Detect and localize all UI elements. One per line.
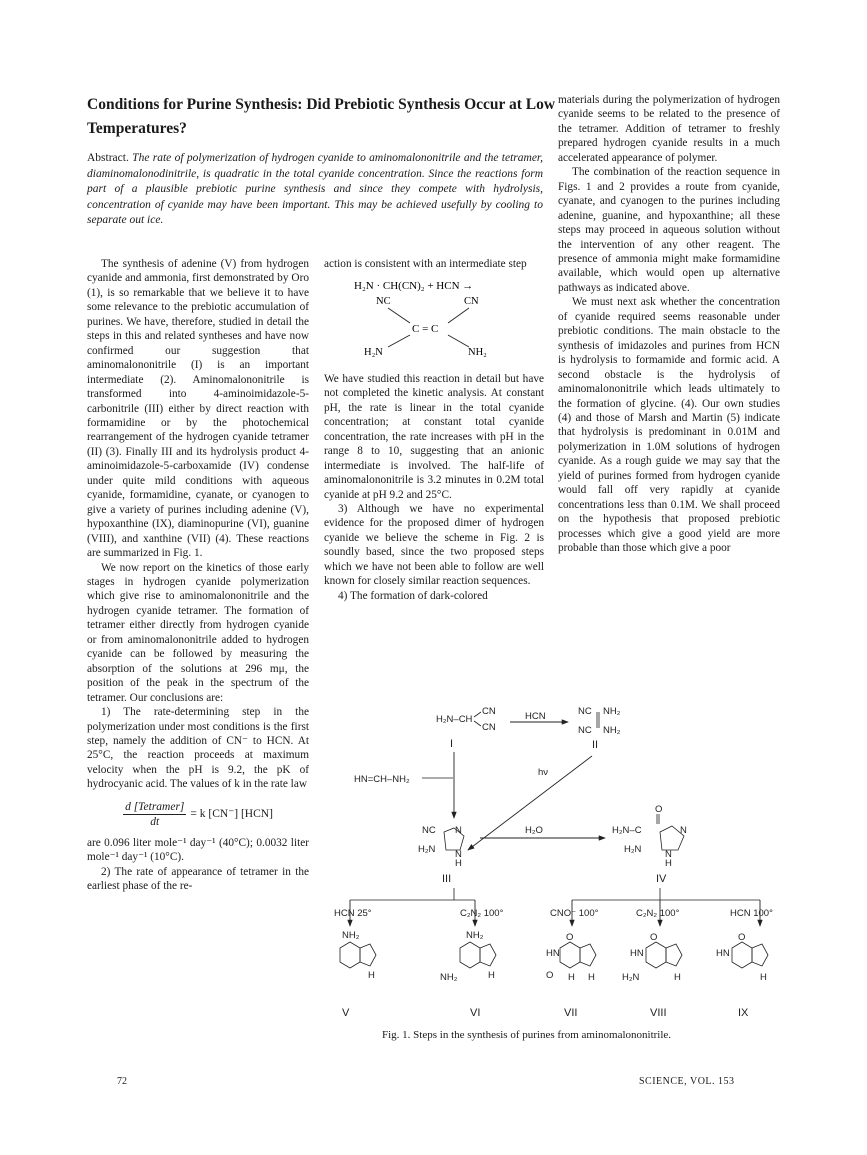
h2o-reagent: H₂O bbox=[525, 825, 543, 836]
ring-n-label: N bbox=[680, 825, 687, 836]
bond-line bbox=[388, 308, 410, 323]
paragraph: 3) Although we have no experimental evidence for the proposed dimer of hydrogen cyanide we believe the scheme in Fig. 2 is soundly based, since the two proposed steps which we have not been able to follow are well known for closely similar reaction sequences. bbox=[324, 502, 544, 588]
label-i: I bbox=[450, 738, 454, 750]
formamidine-reagent: HN=CH–NH₂ bbox=[354, 774, 410, 785]
amine-label: H₂N bbox=[364, 347, 383, 358]
bond-line bbox=[448, 335, 469, 347]
amine-label: H₂N bbox=[624, 844, 642, 855]
ring-n-label: N bbox=[455, 849, 462, 860]
bond-line bbox=[474, 712, 481, 717]
carbonyl-o-label: O bbox=[738, 932, 746, 943]
carbonyl-o-label: O bbox=[650, 932, 658, 943]
reagent-ix: HCN 100° bbox=[730, 908, 773, 919]
amide-label: H₂N–C bbox=[612, 825, 642, 836]
bond-line bbox=[474, 721, 481, 726]
reagent-viii: C₂N₂ 100° bbox=[636, 908, 680, 919]
cn-label: CN bbox=[482, 706, 496, 717]
paragraph: materials during the polymerization of hydrogen cyanide seems to be related to the presence of the tetramer. Addition of tetramer to freshly prepared hydrogen cyanide results in a much accelerated appearance of polymer. bbox=[558, 94, 780, 164]
abstract-text: The rate of polymerization of hydrogen cyanide to aminomalononitrile and the tetramer, diaminomalonodinitrile, is quadratic in the total cyanide concentration. Since the reactions form part of a plausible prebiotic purine synthesis and since they compete with hydrolysis, concentration of cyanide may have been important. This may be achieved usefully by cooling to separate out ice. bbox=[87, 152, 543, 227]
cn-label: CN bbox=[482, 722, 496, 733]
carbonyl-o-label: O bbox=[546, 970, 554, 981]
nh2-label: NH₂ bbox=[440, 972, 458, 983]
paragraph: are 0.096 liter mole⁻¹ day⁻¹ (40°C); 0.0032 liter mole⁻¹ day⁻¹ (10°C). bbox=[87, 836, 309, 864]
rate-numerator: d [Tetramer] bbox=[123, 800, 186, 815]
ring-h-label: H bbox=[674, 972, 681, 983]
journal-footer: SCIENCE, VOL. 153 bbox=[639, 1076, 735, 1087]
pyrimidine-ring bbox=[732, 942, 752, 968]
rate-law-equation bbox=[87, 800, 309, 830]
hcn-reagent: HCN bbox=[525, 711, 546, 722]
equation-line: H₂N · CH(CN)₂ + HCN → bbox=[354, 280, 474, 293]
bond-line bbox=[448, 308, 469, 323]
nh2-label: NH₂ bbox=[466, 930, 484, 941]
ring-h-label: H bbox=[665, 858, 672, 869]
hn-label: HN bbox=[630, 948, 644, 959]
rate-fraction bbox=[123, 800, 186, 830]
hv-label: hν bbox=[538, 767, 549, 778]
ring-h-label: H bbox=[568, 972, 575, 983]
pyrimidine-ring bbox=[340, 942, 360, 968]
paragraph: We now report on the kinetics of those early stages in hydrogen cyanide polymerization which give rise to aminomalononitrile and the hydrogen cyanide tetramer. The formation of tetramer either directly from hydrogen cyanide or from aminomalononitrile added to hydrogen cyanide can be followed by measuring the absorption of the solutions at 296 mμ, the position of the peak in the spectrum of the tetramer. Our conclusions are: bbox=[87, 561, 309, 704]
label-vi: VI bbox=[470, 1007, 481, 1019]
ring-h-label: H bbox=[588, 972, 595, 983]
paragraph: We must next ask whether the concentration of cyanide required seems reasonable under prebiotic conditions. The main obstacle to the synthesis of imidazoles and purines from HCN is hydrolysis to formamide and formic acid. A second obstacle is the hydrolysis of aminomalononitrile which leads ultimately to the formation of glycine. (4). Our own studies (4) and those of Marsh and Martin (5) indicate that hydrolysis is predominant in 0.01M and polymerization in 1.0M solutions of hydrogen cyanide. As a rough guide we may say that the yield of purines formed from hydrogen cyanide would fall off very rapidly at cyanide concentrations less than 0.1M. We shall proceed on the hypothesis that proposed prebiotic processes which give a good yield are more probable than those which give a poor bbox=[558, 296, 780, 555]
ring-h-label: H bbox=[760, 972, 767, 983]
paragraph: The combination of the reaction sequence in Figs. 1 and 2 provides a route from cyanide, cyanate, and cyanogen to the purines including adenine, guanine, and hypoxanthine; all these steps may proceed in aqueous solution without the intervention of any other reagent. The presence of ammonia might make formamidine available, which would open up alternative pathways as indicated above. bbox=[558, 166, 780, 294]
paragraph: 1) The rate-determining step in the polymerization under most conditions is the first step, namely the addition of CN⁻ to HCN. At 25°C, the reaction proceeds at maximum velocity when the pH is 9.2, the pK of hydrocyanic acid. The values of k in the rate law bbox=[87, 706, 309, 791]
carbonyl-o-label: O bbox=[655, 804, 663, 815]
amine-label: H₂N bbox=[418, 844, 436, 855]
pyrimidine-ring bbox=[646, 942, 666, 968]
nc-label: NC bbox=[578, 725, 592, 736]
amine-label: H₂N bbox=[622, 972, 640, 983]
reagent-vi: C₂N₂ 100° bbox=[460, 908, 504, 919]
imidazole-ring bbox=[360, 944, 376, 966]
paragraph: 4) The formation of dark-colored bbox=[338, 589, 488, 602]
cn-label: CN bbox=[464, 296, 479, 308]
nh2-label: NH₂ bbox=[342, 930, 360, 941]
dimer-equation bbox=[324, 277, 544, 361]
paragraph: We have studied this reaction in detail but have not completed the kinetic analysis. At constant pH, the rate is linear in the total cyanide concentration; at constant total cyanide concentration, the rate increases with pH in the range 8 to 10, suggesting that an anionic intermediate is involved. The half-life of aminomalononitrile is 3.2 minutes in 0.2M total cyanide at pH 9.2 and 25°C. bbox=[324, 372, 544, 501]
label-viii: VIII bbox=[650, 1007, 667, 1019]
label-iv: IV bbox=[656, 873, 667, 885]
label-iii: III bbox=[442, 873, 452, 885]
imidazole-ring bbox=[752, 944, 768, 966]
label-vii: VII bbox=[564, 1007, 578, 1019]
nc-label: NC bbox=[422, 825, 436, 836]
amine-label: NH₂ bbox=[468, 347, 487, 358]
article-title: Conditions for Purine Synthesis: Did Prebiotic Synthesis Occur at Low Temperatures? bbox=[87, 96, 556, 137]
label-v: V bbox=[342, 1007, 350, 1019]
abstract-label: Abstract. bbox=[87, 152, 129, 164]
paragraph: 2) The rate of appearance of tetramer in the earliest phase of the re- bbox=[87, 865, 309, 893]
double-bond-label: C = C bbox=[412, 323, 439, 336]
label-ix: IX bbox=[738, 1007, 749, 1019]
ring-n-label: N bbox=[665, 849, 672, 860]
hn-label: HN bbox=[716, 948, 730, 959]
rate-denominator: dt bbox=[150, 816, 160, 829]
pyrimidine-ring bbox=[460, 942, 480, 968]
imidazole-ring bbox=[480, 944, 496, 966]
paragraph: The synthesis of adenine (V) from hydrogen cyanide and ammonia, first demonstrated by Oro (1), is so remarkable that we believe it to have some relevance to the prebiotic accumulation of purines. We have, therefore, studied in detail the steps in this and related syntheses and have now confirmed our suggestion that aminomalononitrile (I) is an important intermediate (2). Aminomalononitrile is transformed into 4-aminoimidazole-5-carbonitrile (III) either by direct reaction with formamidine or by the photochemical rearrangement of the hydrogen cyanide tetramer (II) (3). Finally III and its hydrolysis product 4-aminoimidazole-5-carboxamide (IV) condense under quite mild conditions with aqueous cyanide, formamidine, cyanate, or cyanogen to give a variety of purines including adenine (V), hypoxanthine (IX), diaminopurine (VI), guanine (VIII), and xanthine (VII) (4). These reactions are summarized in Fig. 1. bbox=[87, 258, 309, 560]
imidazole-ring bbox=[666, 944, 682, 966]
column-2 bbox=[324, 257, 544, 603]
ring-h-label: H bbox=[488, 970, 495, 981]
carbonyl-o-label: O bbox=[566, 932, 574, 943]
reagent-vii: CNO⁻ 100° bbox=[550, 908, 599, 919]
ring-h-label: H bbox=[455, 858, 462, 869]
column-3 bbox=[558, 93, 780, 556]
nh2-label: NH₂ bbox=[603, 725, 621, 736]
hn-label: HN bbox=[546, 948, 560, 959]
figure-caption: Fig. 1. Steps in the synthesis of purines from aminomalononitrile. bbox=[382, 1029, 672, 1041]
nh2-label: NH₂ bbox=[603, 706, 621, 717]
label-ii: II bbox=[592, 739, 599, 751]
paragraph: action is consistent with an intermediate step bbox=[324, 258, 527, 270]
nc-label: NC bbox=[376, 296, 391, 308]
imidazole-ring bbox=[580, 944, 596, 966]
compound-i-formula: H₂N–CH bbox=[436, 714, 473, 725]
reagent-v: HCN 25° bbox=[334, 908, 372, 919]
bond-line bbox=[388, 335, 410, 347]
ring-n-label: N bbox=[455, 825, 462, 836]
pyrimidine-ring bbox=[560, 942, 580, 968]
nc-label: NC bbox=[578, 706, 592, 717]
figure-1-scheme bbox=[320, 700, 790, 1030]
page-number: 72 bbox=[117, 1076, 127, 1087]
abstract bbox=[87, 151, 543, 229]
column-1 bbox=[87, 257, 309, 893]
ring-h-label: H bbox=[368, 970, 375, 981]
rate-rhs: = k [CN⁻] [HCN] bbox=[190, 808, 273, 821]
